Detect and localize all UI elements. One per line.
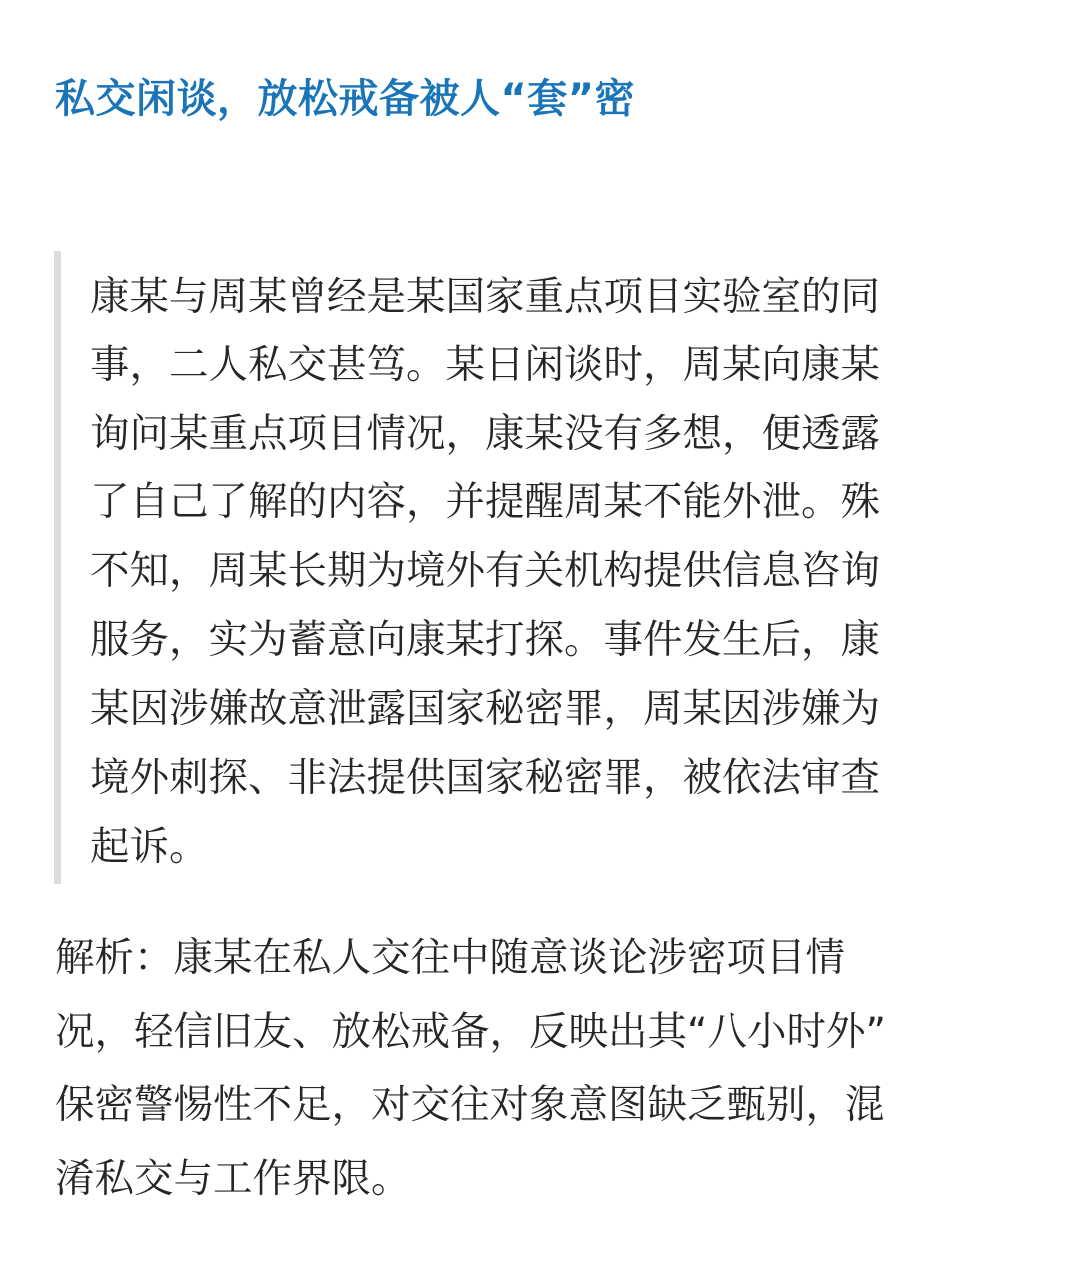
- case-line: 询问某重点项目情况，康某没有多想，便透露: [90, 411, 880, 457]
- quote-bar: [54, 251, 61, 884]
- case-line: 服务，实为蓄意向康某打探。事件发生后，康: [90, 617, 880, 663]
- case-line: 康某与周某曾经是某国家重点项目实验室的同: [90, 274, 880, 320]
- analysis-line: 解析：康某在私人交往中随意谈论涉密项目情: [55, 935, 845, 981]
- case-line: 境外刺探、非法提供国家秘密罪，被依法审查: [90, 755, 880, 801]
- analysis-line: 保密警惕性不足，对交往对象意图缺乏甄别，混: [55, 1082, 885, 1128]
- case-line: 不知，周某长期为境外有关机构提供信息咨询: [90, 548, 880, 594]
- section-heading: 私交闲谈，放松戒备被人“套”密: [55, 76, 636, 122]
- case-line: 起诉。: [90, 824, 209, 870]
- case-line: 事，二人私交甚笃。某日闲谈时，周某向康某: [90, 342, 880, 388]
- analysis-line: 况，轻信旧友、放松戒备，反映出其“八小时外”: [55, 1009, 886, 1055]
- case-line: 了自己了解的内容，并提醒周某不能外泄。殊: [90, 479, 880, 525]
- analysis-line: 淆私交与工作界限。: [55, 1156, 411, 1202]
- case-line: 某因涉嫌故意泄露国家秘密罪，周某因涉嫌为: [90, 686, 880, 732]
